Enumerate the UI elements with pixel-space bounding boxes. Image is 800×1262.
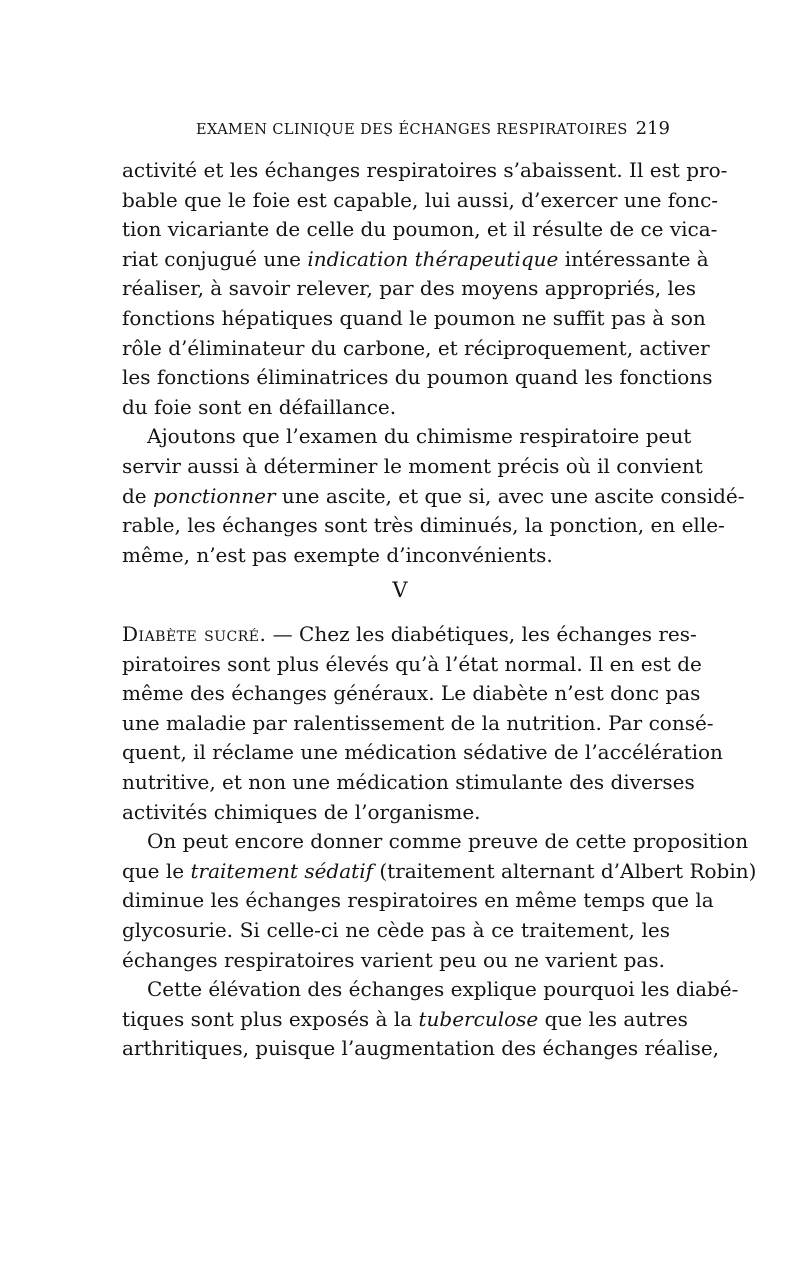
italic-term: tuberculose bbox=[418, 1006, 539, 1031]
text-line: du foie sont en défaillance. bbox=[122, 394, 397, 419]
text-line: Cette élévation des échanges explique pourquoi les diabé- bbox=[147, 977, 739, 1002]
text-line: nutritive, et non une médication stimulante des diverses bbox=[122, 769, 695, 794]
text-line: fonctions hépatiques quand le poumon ne suffit pas à son bbox=[122, 305, 706, 330]
page-number: 219 bbox=[635, 118, 670, 139]
text-line: activité et les échanges respiratoires s’abaissent. Il est pro- bbox=[122, 158, 728, 182]
text-line: riat conjugué une indication thérapeutique intéressante à bbox=[122, 246, 709, 271]
section-heading: V bbox=[392, 578, 408, 602]
paragraph-block-diabetes bbox=[122, 620, 757, 1064]
text-line: glycosurie. Si celle-ci ne cède pas à ce traitement, les bbox=[122, 917, 670, 942]
text-line: tiques sont plus exposés à la tuberculose que les autres bbox=[122, 1006, 688, 1031]
running-title: EXAMEN CLINIQUE DES ÉCHANGES RESPIRATOIRES bbox=[196, 122, 628, 138]
text-line: rôle d’éliminateur du carbone, et réciproquement, activer bbox=[122, 335, 710, 360]
text-line: bable que le foie est capable, lui aussi, d’exercer une fonc- bbox=[122, 187, 719, 212]
italic-term: traitement sédatif bbox=[190, 858, 373, 883]
italic-term: indication thérapeutique bbox=[307, 246, 559, 271]
text-line: une maladie par ralentissement de la nutrition. Par consé- bbox=[122, 710, 714, 735]
paragraph-block-hepatic bbox=[122, 156, 745, 570]
text-line: que le traitement sédatif (traitement alternant d’Albert Robin) bbox=[122, 858, 757, 883]
text-line: piratoires sont plus élevés qu’à l’état normal. Il en est de bbox=[122, 651, 702, 676]
text-line: tion vicariante de celle du poumon, et il résulte de ce vica- bbox=[122, 217, 718, 242]
text-line: de ponctionner une ascite, et que si, avec une ascite considé- bbox=[122, 483, 745, 508]
text-line: activités chimiques de l’organisme. bbox=[122, 799, 481, 824]
text-line: réaliser, à savoir relever, par des moyens appropriés, les bbox=[122, 276, 697, 301]
text-line: On peut encore donner comme preuve de cette proposition bbox=[147, 829, 749, 854]
text-line: arthritiques, puisque l’augmentation des échanges réalise, bbox=[122, 1036, 720, 1061]
text-line: échanges respiratoires varient peu ou ne varient pas. bbox=[122, 947, 665, 972]
text-line: rable, les échanges sont très diminués, la ponction, en elle- bbox=[122, 513, 725, 538]
text-line: Diabète sucré. — Chez les diabétiques, les échanges res- bbox=[122, 622, 697, 646]
text-line: diminue les échanges respiratoires en même temps que la bbox=[122, 888, 714, 913]
text-line: les fonctions éliminatrices du poumon quand les fonctions bbox=[122, 365, 713, 390]
running-head bbox=[122, 118, 670, 139]
text-line: même, n’est pas exempte d’inconvénients. bbox=[122, 542, 553, 567]
text-line: servir aussi à déterminer le moment précis où il convient bbox=[122, 453, 703, 478]
section-lead-term: Diabète sucré. bbox=[122, 622, 267, 646]
text-line: Ajoutons que l’examen du chimisme respiratoire peut bbox=[147, 424, 692, 449]
text-line: quent, il réclame une médication sédative de l’accélération bbox=[122, 740, 723, 765]
italic-term: ponctionner bbox=[153, 483, 276, 508]
text-line: même des échanges généraux. Le diabète n’est donc pas bbox=[122, 681, 701, 706]
